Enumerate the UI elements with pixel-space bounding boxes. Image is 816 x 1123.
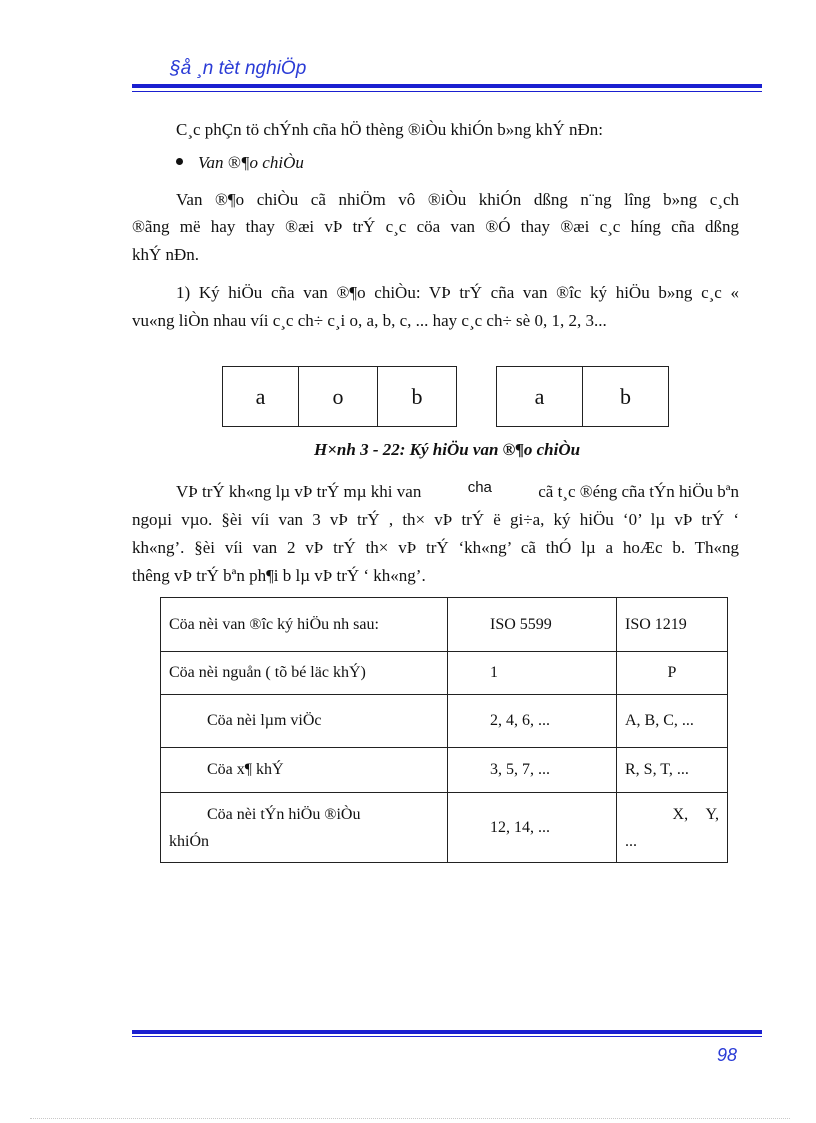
bullet-text: Van ®¶o chiÒu (198, 153, 304, 172)
para3-line2: ngoµi vµo. §èi víi van 3 vÞ trÝ , th× vÞ trÝ ë gi÷a, ký hiÖu ‘0’ lµ vÞ trÝ ‘ (132, 510, 739, 529)
table-cell: P (617, 652, 728, 695)
footer-rule-thin (132, 1036, 762, 1037)
para1-line2: ®ãng më hay thay ®æi vÞ trÝ c¸c cöa van ®Ó thay ®æi c¸c híng cña dßng (132, 217, 739, 236)
table-cell: Cöa x¶ khÝ (161, 748, 448, 793)
bullet-dot (176, 158, 183, 165)
table-cell: Cöa nèi lµm viÖc (161, 695, 448, 748)
port-designation-table (160, 597, 728, 863)
valve3-box-b: b (377, 366, 457, 427)
para2-line1: 1) Ký hiÖu cña van ®¶o chiÒu: VÞ trÝ cña van ®îc ký hiÖu b»ng c¸c « (176, 283, 739, 302)
para1-line3: khÝ nÐn. (132, 245, 200, 264)
table-row (161, 748, 728, 793)
table-cell: R, S, T, ... (617, 748, 728, 793)
table-cell (161, 793, 448, 863)
valve2-box-a: a (496, 366, 583, 427)
table-cell (617, 793, 728, 863)
table-cell: 12, 14, ... (448, 793, 617, 863)
para3-line1c: cã t¸c ®éng cña tÝn hiÖu bªn (538, 482, 739, 501)
para3-line4: thêng vÞ trÝ bªn ph¶i b lµ vÞ trÝ ‘ kh«ng’. (132, 566, 426, 585)
table-cell: 2, 4, 6, ... (448, 695, 617, 748)
para3-line1 (176, 478, 739, 505)
table-cell-line: khiÓn (169, 832, 209, 850)
para1-line1: Van ®¶o chiÒu cã nhiÖm vô ®iÒu khiÓn dßng n¨ng lîng b»ng c¸ch (176, 190, 739, 209)
para3-line3: kh«ng’. §èi víi van 2 vÞ trÝ th× vÞ trÝ ‘kh«ng’ cã thÓ lµ a hoÆc b. Th«ng (132, 538, 739, 557)
table-cell: A, B, C, ... (617, 695, 728, 748)
header-rule-thin (132, 91, 762, 92)
valve2-box-b: b (582, 366, 669, 427)
table-cell-line: Cöa nèi tÝn hiÖu ®iÒu (207, 805, 361, 823)
table-header-cell: Cöa nèi van ®îc ký hiÖu nh sau: (161, 598, 448, 652)
table-row (161, 652, 728, 695)
para3-line1a: VÞ trÝ kh«ng lµ vÞ trÝ mµ khi van (176, 482, 422, 501)
table-row (161, 695, 728, 748)
table-cell-line: X, Y, (672, 805, 719, 823)
table-header-cell: ISO 5599 (448, 598, 617, 652)
table-cell-line: ... (625, 832, 637, 850)
para3-line1b: cha (467, 479, 492, 496)
valve3-box-o: o (298, 366, 378, 427)
intro-text: C¸c phÇn tö chÝnh cña hÖ thèng ®iÒu khiÓn b»ng khÝ nÐn: (176, 120, 604, 139)
valve3-box-a: a (222, 366, 299, 427)
table-cell: 1 (448, 652, 617, 695)
footer-rule (132, 1030, 762, 1034)
table-header-row (161, 598, 728, 652)
figure-caption: H×nh 3 - 22: Ký hiÖu van ®¶o chiÒu (314, 440, 581, 459)
table-row (161, 793, 728, 863)
page-edge-dots (30, 1118, 790, 1119)
table-cell: Cöa nèi nguån ( tõ bé läc khÝ) (161, 652, 448, 695)
table-cell: 3, 5, 7, ... (448, 748, 617, 793)
header-rule (132, 84, 762, 88)
para2-line2: vu«ng liÒn nhau víi c¸c ch÷ c¸i o, a, b, c, ... hay c¸c ch÷ sè 0, 1, 2, 3... (132, 311, 607, 330)
page-number: 98 (717, 1045, 738, 1065)
page-header-title: §å ¸n tèt nghiÖp (170, 58, 307, 79)
table-header-cell: ISO 1219 (617, 598, 728, 652)
